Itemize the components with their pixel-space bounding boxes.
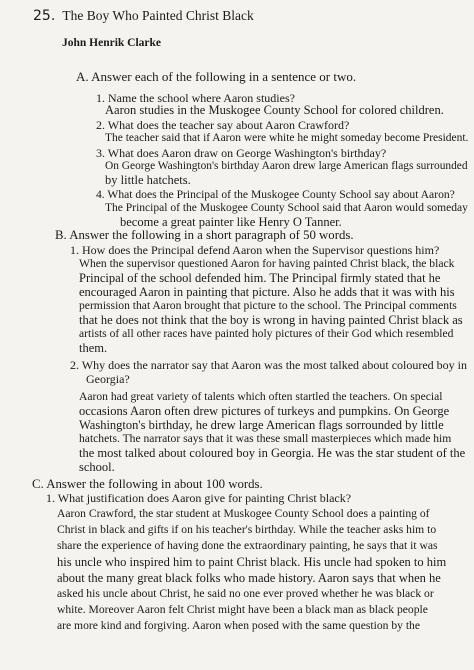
question-a2: 2. What does the teacher say about Aaron Crawford? xyxy=(96,118,350,132)
question-b2-line1: 2. Why does the narrator say that Aaron was the most talked about coloured boy in xyxy=(70,358,468,372)
story-title: The Boy Who Painted Christ Black xyxy=(62,8,254,23)
answer-b2-line3: Washington's birthday, he drew large American flags sorrounded by little xyxy=(79,418,444,432)
section-c-heading: C. Answer the following in about 100 words. xyxy=(32,477,263,491)
answer-a4-line2: become a great painter like Henry O Tanner. xyxy=(120,215,342,229)
document-title xyxy=(33,8,254,24)
author-name: John Henrik Clarke xyxy=(62,37,162,49)
answer-b1-line7: them. xyxy=(79,341,108,355)
answer-c1-line6: asked his uncle about Christ, he said no one ever proved whether he was black or xyxy=(57,587,434,600)
answer-c1-line3: share the experience of having done the extraordinary painting, he says that it was xyxy=(57,539,438,552)
question-a3: 3. What does Aaron draw on George Washington's birthday? xyxy=(96,146,387,160)
answer-b1-line1: When the supervisor questioned Aaron for having painted Christ black, the black xyxy=(79,257,455,270)
answer-b2-line2: occasions Aaron often drew pictures of turkeys and pumpkins. On George xyxy=(79,404,450,418)
question-a1: 1. Name the school where Aaron studies? xyxy=(96,91,295,105)
answer-b1-line2: Principal of the school defended him. The Principal firmly stated that he xyxy=(79,271,441,285)
answer-c1-line8: are more kind and forgiving. Aaron when posed with the same question by the xyxy=(57,619,420,632)
answer-b1-line5: that he does not think that the boy is wrong in having painted Christ black as xyxy=(79,313,463,327)
answer-b2-line1: Aaron had great variety of talents which often startled the teachers. On special xyxy=(79,390,443,403)
answer-c1-line4: his uncle who inspired him to paint Christ black. His uncle had spoken to him xyxy=(57,555,447,569)
answer-b1-line3: encouraged Aaron in painting that picture. Also he adds that it was with his xyxy=(79,285,455,299)
answer-a3-line1: On George Washington's birthday Aaron drew large American flags surrounded xyxy=(105,160,468,172)
question-number: 25. xyxy=(33,8,56,24)
section-b-heading: B. Answer the following in a short paragraph of 50 words. xyxy=(55,228,354,242)
answer-c1-line5: about the many great black folks who made history. Aaron says that when he xyxy=(57,571,441,585)
answer-b1-line6: artists of all other races have painted holy pictures of their God which resembled xyxy=(79,327,454,340)
question-c1: 1. What justification does Aaron give for painting Christ black? xyxy=(46,491,352,505)
answer-a2: The teacher said that if Aaron were white he might someday become President. xyxy=(105,132,469,144)
question-b2-line2: Georgia? xyxy=(86,372,130,386)
answer-c1-line1: Aaron Crawford, the star student at Muskogee County School does a painting of xyxy=(57,507,430,520)
answer-c1-line7: white. Moreover Aaron felt Christ might have been a black man as black people xyxy=(57,603,428,616)
answer-b2-line4: hatchets. The narrator says that it was these small masterpieces which made him xyxy=(79,432,452,445)
answer-b2-line5: the most talked about coloured boy in Georgia. He was the star student of the xyxy=(79,446,466,460)
answer-c1-line2: Christ in black and gifts if on his teacher's birthday. While the teacher asks him to xyxy=(57,523,437,536)
answer-a1: Aaron studies in the Muskogee County School for colored children. xyxy=(105,103,444,117)
question-a4: 4. What does the Principal of the Muskogee County School say about Aaron? xyxy=(96,188,455,201)
answer-b2-line6: school. xyxy=(79,460,115,474)
question-b1: 1. How does the Principal defend Aaron when the Supervisor questions him? xyxy=(70,243,440,257)
answer-a3-line2: by little hatchets. xyxy=(105,173,191,187)
answer-a4-line1: The Principal of the Muskogee County School said that Aaron would someday xyxy=(105,202,468,214)
answer-b1-line4: permission that Aaron brought that picture to the school. The Principal comments xyxy=(79,299,457,312)
section-a-heading: A. Answer each of the following in a sentence or two. xyxy=(76,69,357,84)
